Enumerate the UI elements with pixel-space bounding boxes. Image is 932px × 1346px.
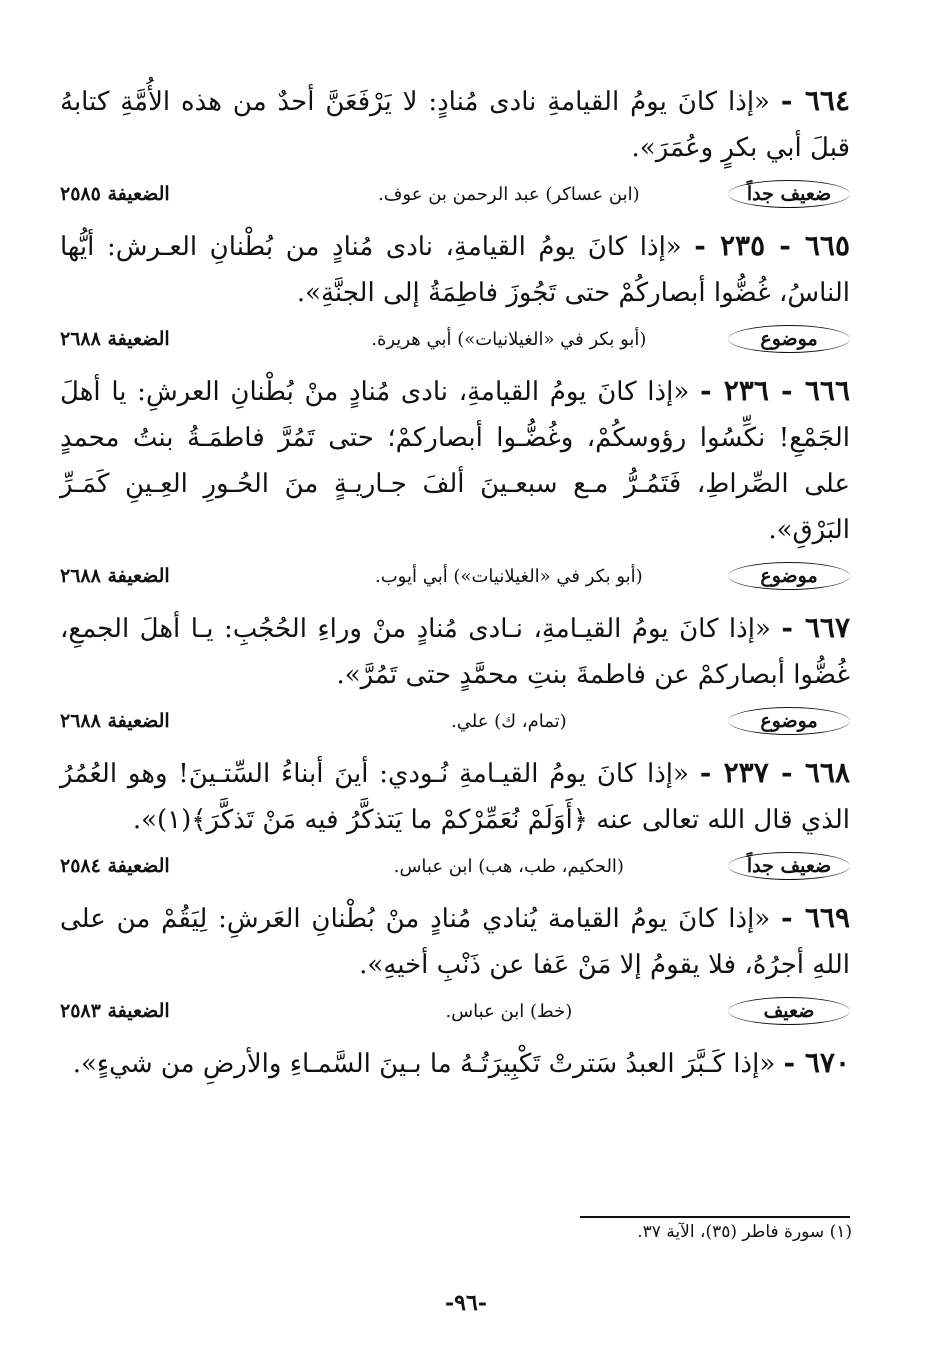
hadith-entry-665 [60,223,850,362]
hadith-number: ٦٧٠ - [783,1046,850,1079]
hadith-number: ٦٦٨ - ٢٣٧ - [699,756,851,789]
hadith-body: «إذا كانَ يومُ القيامةِ، نادى مُنادٍ من بُطْنانِ العـرش: أيُّها الناسُ، غُضُّوا أبصاركُمْ حتى تَجُوزَ فاطِمَةُ إلى الجنَّةِ». [60,232,850,308]
source-citation: (أبو بكر في «الغيلانيات») أبي هريرة. [371,328,647,350]
hadith-body: «إذا كَـبَّرَ العبدُ سَترتْ تَكْبِيرَتُـهُ ما بـينَ السَّمـاءِ والأرضِ من شيءٍ». [72,1049,776,1079]
hadith-meta [60,553,850,599]
source-citation: (الحكيم، طب، هب) ابن عباس. [393,855,624,877]
hadith-number: ٦٦٧ - [781,611,850,644]
hadith-body: «إذا كانَ يومُ القيامةِ، نادى مُنادٍ منْ بُطْنانِ العرشِ: يا أهلَ الجَمْعِ! نكِّسُوا رؤوسكُمْ، وغُضُّـوا أبصاركمْ؛ حتى تَمُرَّ فاطمَـةُ بنتُ محمدٍ على الصِّراطِ، فَتَمُـرُّ مـع سبعـينَ ألفَ جـاريـةٍ منَ الحُـورِ العِـينِ كَمَـرِّ البَرْقِ». [60,377,850,545]
reference: الضعيفة ٢٥٨٥ [60,183,170,205]
hadith-text [60,78,850,171]
footnote-divider [580,1216,850,1218]
hadith-entry-669 [60,895,850,1034]
hadith-text [60,750,850,843]
hadith-meta [60,316,850,362]
reference: الضعيفة ٢٦٨٨ [60,565,170,587]
grade-label: موضوع [728,325,850,353]
hadith-text [60,368,850,553]
hadith-number: ٦٦٩ - [780,901,850,934]
reference: الضعيفة ٢٦٨٨ [60,328,170,350]
source-citation: (خط) ابن عباس. [445,1000,573,1022]
hadith-entry-670 [60,1040,850,1087]
hadith-text [60,223,850,316]
hadith-text [60,605,850,698]
grade-label: ضعيف جداً [728,180,850,208]
hadith-body: «إذا كانَ يومُ القيامة يُنادي مُنادٍ منْ بُطْنانِ العَرشِ: لِيَقُمْ من على اللهِ أجرُهُ، فلا يقومُ إلا مَنْ عَفا عن ذَنْبِ أخيهِ». [60,904,850,980]
grade-label: موضوع [728,562,850,590]
grade-label: ضعيف [728,997,850,1025]
hadith-entry-666 [60,368,850,599]
hadith-body: «إذا كانَ يومُ القيـامةِ نُـودي: أينَ أبناءُ السِّتـينَ! وهو العُمُرُ الذي قال الله تعالى عنه ﴿أَوَلَمْ نُعَمِّرْكمْ ما يَتذكَّرُ فيه مَنْ تَذكَّرَ﴾(١)». [60,759,850,835]
page-number: -٩٦- [445,1290,487,1316]
hadith-entry-664 [60,78,850,217]
source-citation: (ابن عساكر) عبد الرحمن بن عوف. [378,183,640,205]
hadith-body: «إذا كانَ يومُ القيامةِ نادى مُنادٍ: لا يَرْفَعَنَّ أحدٌ من هذه الأُمَّةِ كتابهُ قبلَ أبي بكرٍ وعُمَرَ». [60,87,850,163]
hadith-meta [60,171,850,217]
hadith-text [60,895,850,988]
grade-label: موضوع [728,707,850,735]
hadith-meta [60,843,850,889]
source-citation: (تمام، ك) علي. [451,710,567,732]
source-citation: (أبو بكر في «الغيلانيات») أبي أيوب. [375,565,643,587]
footnote: (١) سورة فاطر (٣٥)، الآية ٣٧. [637,1222,852,1242]
reference: الضعيفة ٢٥٨٤ [60,855,170,877]
grade-label: ضعيف جداً [728,852,850,880]
document-body [60,78,850,1087]
hadith-entry-667 [60,605,850,744]
hadith-number: ٦٦٤ - [780,84,851,117]
hadith-number: ٦٦٦ - ٢٣٦ - [699,374,850,407]
reference: الضعيفة ٢٦٨٨ [60,710,170,732]
hadith-entry-668 [60,750,850,889]
hadith-body: «إذا كانَ يومُ القيـامةِ، نـادى مُنادٍ منْ وراءِ الحُجُبِ: يـا أهلَ الجمعِ، غُضُّوا أبصاركمْ عن فاطمةَ بنتِ محمَّدٍ حتى تَمُرَّ». [60,614,850,690]
hadith-text [60,1040,850,1087]
hadith-meta [60,988,850,1034]
hadith-number: ٦٦٥ - ٢٣٥ - [694,229,851,262]
reference: الضعيفة ٢٥٨٣ [60,1000,170,1022]
hadith-meta [60,698,850,744]
